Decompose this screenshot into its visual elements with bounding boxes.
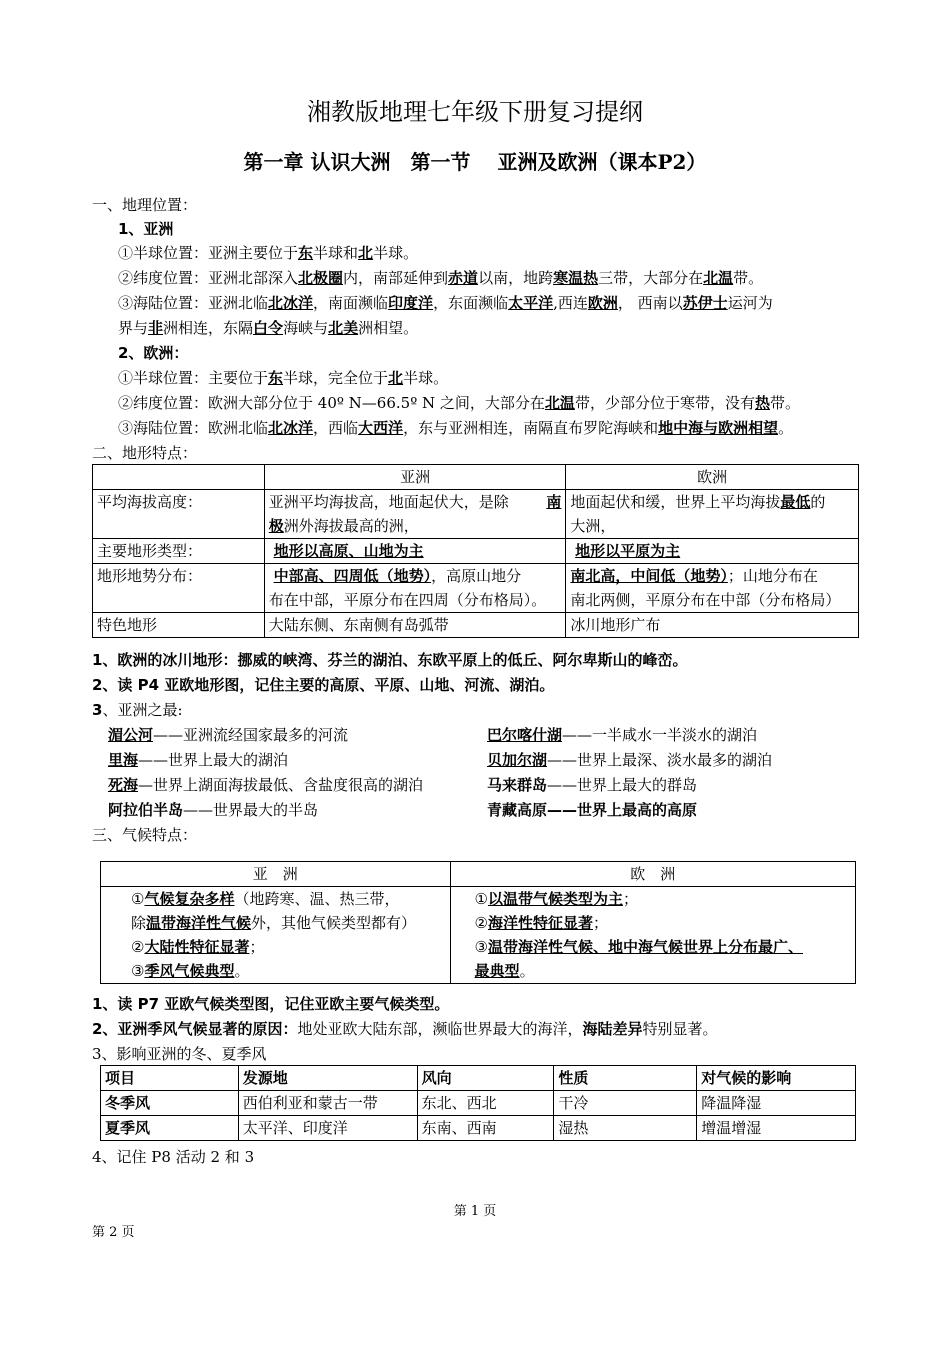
table-header-cell: 欧 洲 <box>450 862 855 887</box>
table-cell: 东南、西南 <box>417 1116 554 1141</box>
table-header-cell: 对气候的影响 <box>697 1066 856 1091</box>
page-title: 湘教版地理七年级下册复习提纲 <box>307 98 643 126</box>
list-item: 马来群岛——世界上最大的群岛 <box>487 776 698 794</box>
climate-table <box>100 861 856 984</box>
table-cell: 亚洲平均海拔高，地面起伏大，是除 南 极洲外海拔最高的洲， <box>264 490 566 539</box>
table-cell: 大陆东侧、东南侧有岛弧带 <box>264 613 566 638</box>
monsoon-reason: 2、亚洲季风气候显著的原因：地处亚欧大陆东部，濒临世界最大的海洋，海陆差异特别显著。 <box>92 1020 718 1038</box>
table-cell: 东北、西北 <box>417 1091 554 1116</box>
europe-sea-land-line: ③海陆位置：欧洲北临北冰洋，西临大西洋，东与亚洲相连，南隔直布罗陀海峡和地中海与欧洲相望。 <box>118 419 794 437</box>
table-row <box>93 564 859 613</box>
section-heading-location: 一、地理位置： <box>92 196 198 214</box>
table-cell: 西伯利亚和蒙古一带 <box>238 1091 417 1116</box>
table-row <box>101 1116 856 1141</box>
table-cell: 湿热 <box>554 1116 697 1141</box>
monsoon-heading: 3、影响亚洲的冬、夏季风 <box>92 1045 267 1063</box>
table-header-cell: 亚洲 <box>264 465 566 490</box>
table-cell: 降温降湿 <box>697 1091 856 1116</box>
climate-map-note: 1、读 P7 亚欧气候类型图，记住亚欧主要气候类型。 <box>92 995 450 1013</box>
table-header-row <box>101 1066 856 1091</box>
asia-climate-cell: ①气候复杂多样（地跨寒、温、热三带， 除温带海洋性气候外，其他气候类型都有） ②大陆性特征显著； ③季风气候典型。 <box>101 887 451 984</box>
table-header-row <box>101 862 856 887</box>
table-cell: 地形以高原、山地为主 <box>264 539 566 564</box>
europe-climate-cell: ①以温带气候类型为主； ②海洋性特征显著； ③温带海洋性气候、地中海气候世界上分布最广、 最典型。 <box>450 887 855 984</box>
table-cell: 冰川地形广布 <box>566 613 859 638</box>
section-heading-terrain: 二、地形特点： <box>92 444 198 462</box>
table-cell: 太平洋、印度洋 <box>238 1116 417 1141</box>
list-item: 贝加尔湖——世界上最深、淡水最多的湖泊 <box>487 751 773 769</box>
table-header-cell: 欧洲 <box>566 465 859 490</box>
table-cell: 夏季风 <box>101 1116 239 1141</box>
asia-sea-land-line: ③海陆位置：亚洲北临北冰洋，南面濒临印度洋，东面濒临太平洋,西连欧洲， 西南以苏伊士运河为 <box>118 294 773 312</box>
table-header-cell <box>93 465 265 490</box>
activity-note: 4、记住 P8 活动 2 和 3 <box>92 1148 255 1166</box>
asia-latitude-line: ②纬度位置：亚洲北部深入北极圈内，南部延伸到赤道以南，地跨寒温热三带，大部分在北温带。 <box>118 269 764 287</box>
list-item: 巴尔喀什湖——一半咸水一半淡水的湖泊 <box>487 726 758 744</box>
table-row <box>93 490 859 539</box>
table-cell: 南北高，中间低（地势）；山地分布在 南北两侧，平原分布在中部（分布格局） <box>566 564 859 613</box>
table-cell: 增温增湿 <box>697 1116 856 1141</box>
europe-heading: 2、欧洲： <box>118 344 189 362</box>
europe-hemisphere-line: ①半球位置：主要位于东半球，完全位于北半球。 <box>118 369 449 387</box>
terrain-table <box>92 464 859 638</box>
list-item: 死海—世界上湖面海拔最低、含盐度很高的湖泊 <box>108 776 424 794</box>
table-cell: 冬季风 <box>101 1091 239 1116</box>
table-row <box>93 613 859 638</box>
map-note: 2、读 P4 亚欧地形图，记住主要的高原、平原、山地、河流、湖泊。 <box>92 676 555 694</box>
table-header-cell: 风向 <box>417 1066 554 1091</box>
table-header-cell: 性质 <box>554 1066 697 1091</box>
glacier-note: 1、欧洲的冰川地形：挪威的峡湾、芬兰的湖泊、东欧平原上的低丘、阿尔卑斯山的峰峦。 <box>92 651 688 669</box>
row-label: 平均海拔高度： <box>93 490 265 539</box>
row-label: 地形地势分布： <box>93 564 265 613</box>
section-heading-climate: 三、气候特点： <box>92 826 198 844</box>
table-row <box>101 1091 856 1116</box>
table-row <box>101 887 856 984</box>
chapter-subtitle: 第一章 认识大洲 第一节 亚洲及欧洲（课本P2） <box>243 150 707 174</box>
list-item: 青藏高原——世界上最高的高原 <box>487 801 698 819</box>
table-header-cell: 项目 <box>101 1066 239 1091</box>
page-number-secondary: 第 2 页 <box>92 1225 135 1240</box>
table-cell: 中部高、四周低（地势），高原山地分 布在中部，平原分布在四周（分布格局）。 <box>264 564 566 613</box>
asia-sea-land-line-cont: 界与非洲相连，东隔白令海峡与北美洲相望。 <box>118 319 419 337</box>
table-cell: 干冷 <box>554 1091 697 1116</box>
table-row <box>93 539 859 564</box>
monsoon-table <box>100 1065 856 1141</box>
row-label: 特色地形 <box>93 613 265 638</box>
list-item: 湄公河——亚洲流经国家最多的河流 <box>108 726 349 744</box>
table-cell: 地面起伏和缓，世界上平均海拔最低的 大洲， <box>566 490 859 539</box>
list-item: 里海——世界上最大的湖泊 <box>108 751 289 769</box>
list-item: 阿拉伯半岛——世界最大的半岛 <box>108 801 319 819</box>
table-header-row <box>93 465 859 490</box>
asia-heading: 1、亚洲 <box>118 220 174 238</box>
page-number: 第 1 页 <box>453 1204 497 1219</box>
table-header-cell: 发源地 <box>238 1066 417 1091</box>
asia-hemisphere-line: ①半球位置：亚洲主要位于东半球和北半球。 <box>118 244 419 262</box>
asia-most-heading: 3、亚洲之最: <box>92 701 183 719</box>
europe-latitude-line: ②纬度位置：欧洲大部分位于 40º N—66.5º N 之间，大部分在北温带，少部分位于寒带，没有热带。 <box>118 394 800 412</box>
table-cell: 地形以平原为主 <box>566 539 859 564</box>
row-label: 主要地形类型： <box>93 539 265 564</box>
table-header-cell: 亚 洲 <box>101 862 451 887</box>
